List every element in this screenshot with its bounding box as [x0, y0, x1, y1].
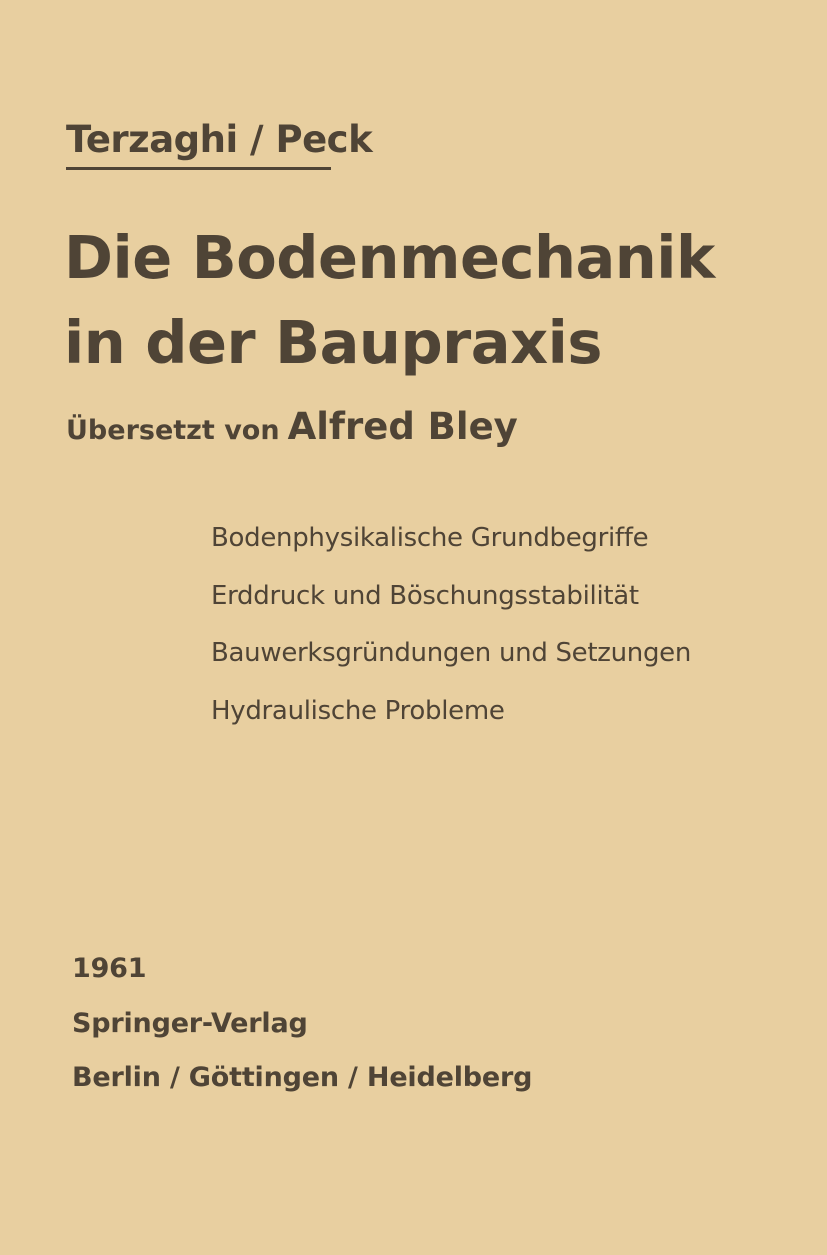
title-line-2: in der Baupraxis [64, 308, 602, 377]
authors-underline [66, 167, 331, 170]
topic-item: Erddruck und Böschungsstabilität [211, 580, 639, 611]
title-line-1: Die Bodenmechanik [64, 223, 715, 292]
authors: Terzaghi / Peck [66, 118, 373, 161]
publisher-name: Springer-Verlag [72, 1007, 308, 1039]
topic-item: Hydraulische Probleme [211, 695, 505, 726]
topics-list [211, 510, 691, 740]
imprint [72, 942, 532, 1106]
translator-prefix: Übersetzt von [66, 415, 280, 446]
topic-item: Bauwerksgründungen und Setzungen [211, 638, 692, 668]
publisher-cities: Berlin / Göttingen / Heidelberg [72, 1062, 533, 1093]
translator-credit [66, 400, 518, 461]
translator-name: Alfred Bley [287, 405, 518, 448]
topic-item: Bodenphysikalische Grundbegriffe [211, 523, 649, 553]
publication-year: 1961 [72, 953, 147, 984]
